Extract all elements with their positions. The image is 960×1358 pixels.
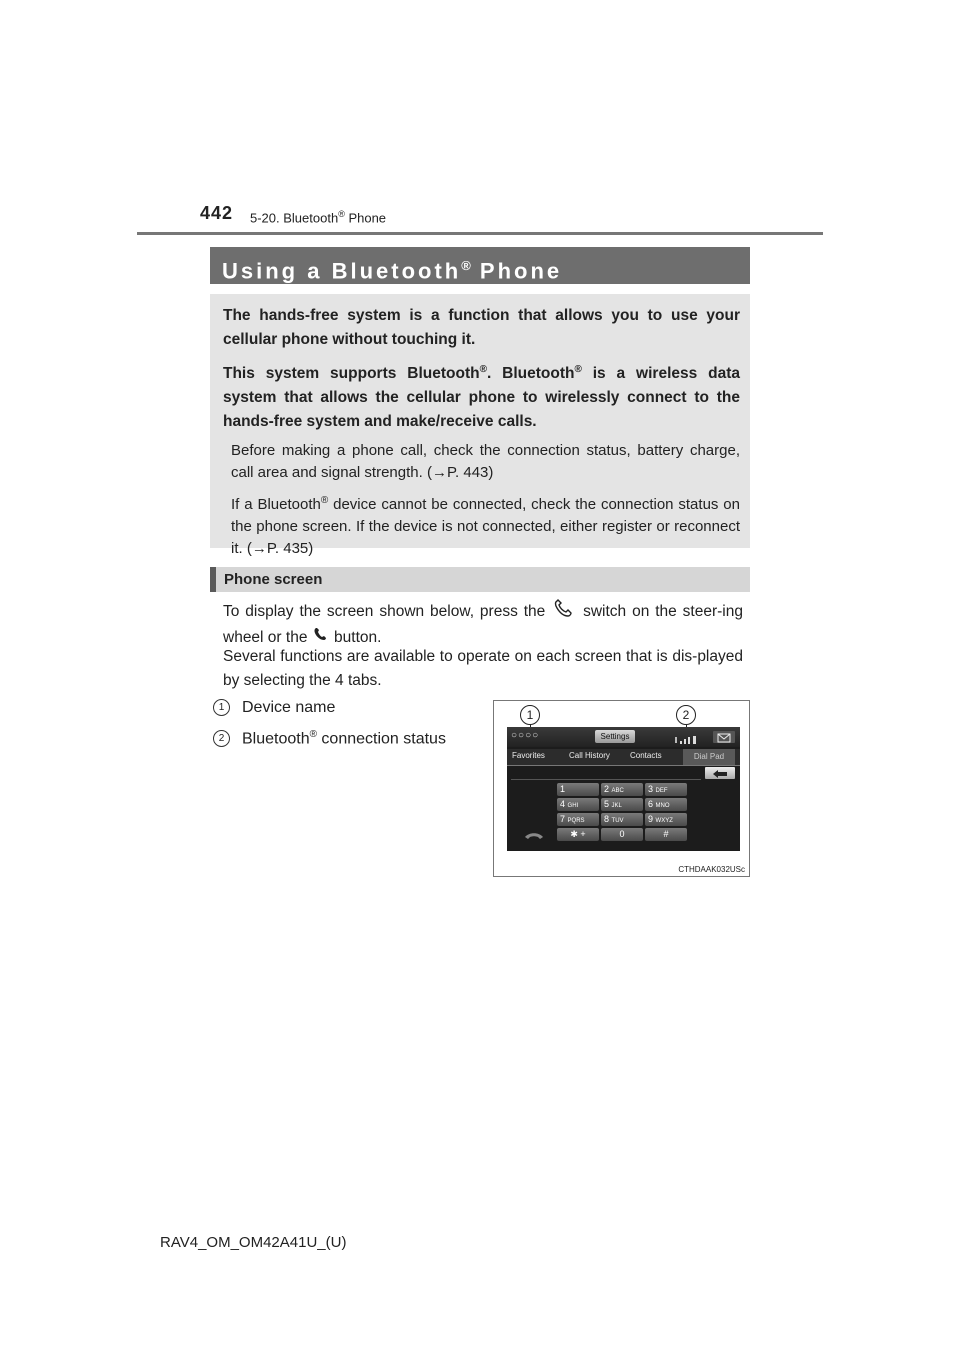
footer-doc-id: RAV4_OM_OM42A41U_(U) — [160, 1234, 347, 1251]
body-text: To display the screen shown below, press the — [223, 603, 552, 621]
key-digit: ✱ + — [570, 829, 586, 839]
key-digit: 5 — [604, 799, 610, 809]
section-title — [210, 247, 750, 284]
intro-note2-part: device cannot be connected, check the connection status on the phone screen. If the device is not connected, either register or reconnect it. (→P. 435) — [231, 496, 740, 558]
key-digit: 2 — [604, 784, 610, 794]
key-digit: 1 — [560, 784, 566, 794]
key-4[interactable] — [557, 798, 599, 811]
key-digit: 3 — [648, 784, 654, 794]
key-2[interactable] — [601, 783, 643, 796]
key-digit: 7 — [560, 814, 566, 824]
intro-p2-part: . Bluetooth — [486, 365, 575, 383]
intro-note-1: Before making a phone call, check the connection status, battery charge, call area and signal strength. (→P. 443) — [231, 442, 740, 482]
registered-mark: ® — [338, 209, 345, 219]
section-title-text: Using a Bluetooth — [222, 258, 462, 284]
running-header-text: 5-20. Bluetooth — [250, 210, 339, 226]
callout-label: Device name — [242, 699, 336, 716]
key-letters: MNO — [655, 803, 670, 809]
intro-note-2 — [231, 490, 740, 560]
key-letters: TUV — [611, 818, 624, 824]
key-letters: ABC — [611, 788, 624, 794]
tab-call-history[interactable]: Call History — [569, 751, 610, 760]
intro-box — [210, 294, 750, 558]
phone-screen-figure — [493, 700, 750, 877]
phone-screen-paragraph-2: Several functions are available to operate on each screen that is dis-played by selecting the 4 tabs. — [223, 648, 743, 689]
key-6[interactable] — [645, 798, 687, 811]
phone-screen-paragraph-1 — [223, 598, 743, 650]
callout-label: Bluetooth — [242, 730, 310, 748]
callout-item-1 — [213, 698, 335, 718]
key-8[interactable] — [601, 813, 643, 826]
key-1[interactable] — [557, 783, 599, 796]
callout-item-2 — [213, 725, 446, 749]
running-header — [250, 209, 386, 225]
key-digit: # — [663, 829, 669, 839]
number-entry-field[interactable] — [511, 767, 701, 780]
settings-button[interactable]: Settings — [595, 730, 635, 743]
key-digit: 8 — [604, 814, 610, 824]
intro-p2-part: This system supports Bluetooth — [223, 365, 480, 383]
running-header-text-end: Phone — [344, 210, 387, 226]
callout-number: 2 — [213, 730, 230, 747]
phone-display — [507, 727, 740, 851]
header-rule — [137, 232, 823, 235]
key-letters: PQRS — [567, 818, 585, 824]
registered-mark: ® — [461, 258, 471, 273]
intro-note2-part: If a Bluetooth — [231, 496, 321, 514]
figure-callout-1: 1 — [520, 705, 540, 725]
registered-mark: ® — [309, 729, 317, 740]
key-letters: WXYZ — [655, 818, 673, 824]
intro-paragraph-2 — [223, 358, 740, 434]
envelope-icon — [713, 732, 735, 744]
key-letters: JKL — [611, 803, 622, 809]
device-name: ○○○○ — [511, 730, 540, 741]
key-7[interactable] — [557, 813, 599, 826]
callout-label-end: connection status — [316, 730, 446, 748]
signal-strength-icon — [675, 732, 697, 742]
tab-contacts[interactable]: Contacts — [630, 751, 662, 760]
key-5[interactable] — [601, 798, 643, 811]
tab-dial-pad[interactable]: Dial Pad — [683, 749, 735, 765]
key-letters: DEF — [655, 788, 668, 794]
registered-mark: ® — [320, 495, 329, 507]
key-3[interactable] — [645, 783, 687, 796]
tab-favorites[interactable]: Favorites — [512, 751, 545, 760]
figure-callout-2: 2 — [676, 705, 696, 725]
key-digit: 4 — [560, 799, 566, 809]
backspace-icon — [705, 768, 735, 780]
registered-mark: ® — [574, 364, 582, 375]
key-letters: GHI — [567, 803, 579, 809]
body-text: button. — [329, 629, 382, 647]
key-digit: 0 — [619, 829, 625, 839]
phone-screen-heading: Phone screen — [210, 567, 750, 592]
steering-phone-icon — [551, 598, 577, 626]
key-digit: 9 — [648, 814, 654, 824]
key-hash[interactable] — [645, 828, 687, 841]
section-title-text-end: Phone — [470, 258, 563, 284]
figure-code: CTHDAAK032USc — [678, 865, 745, 874]
body-text: switch on the steer-ing wheel or the — [223, 603, 743, 647]
intro-p2-part: is a wireless data system that allows the cellular phone to wirelessly connect to the hands-free system and make/receive calls. — [223, 365, 740, 431]
key-star[interactable] — [557, 828, 599, 841]
message-button[interactable] — [713, 731, 735, 743]
key-9[interactable] — [645, 813, 687, 826]
registered-mark: ® — [479, 364, 487, 375]
callout-number: 1 — [213, 699, 230, 716]
intro-paragraph-1: The hands-free system is a function that allows you to use your cellular phone without touching it. — [223, 307, 740, 348]
key-0[interactable] — [601, 828, 643, 841]
key-digit: 6 — [648, 799, 654, 809]
backspace-button[interactable] — [705, 767, 735, 779]
page-number: 442 — [200, 203, 234, 223]
end-call-icon[interactable] — [523, 829, 545, 843]
